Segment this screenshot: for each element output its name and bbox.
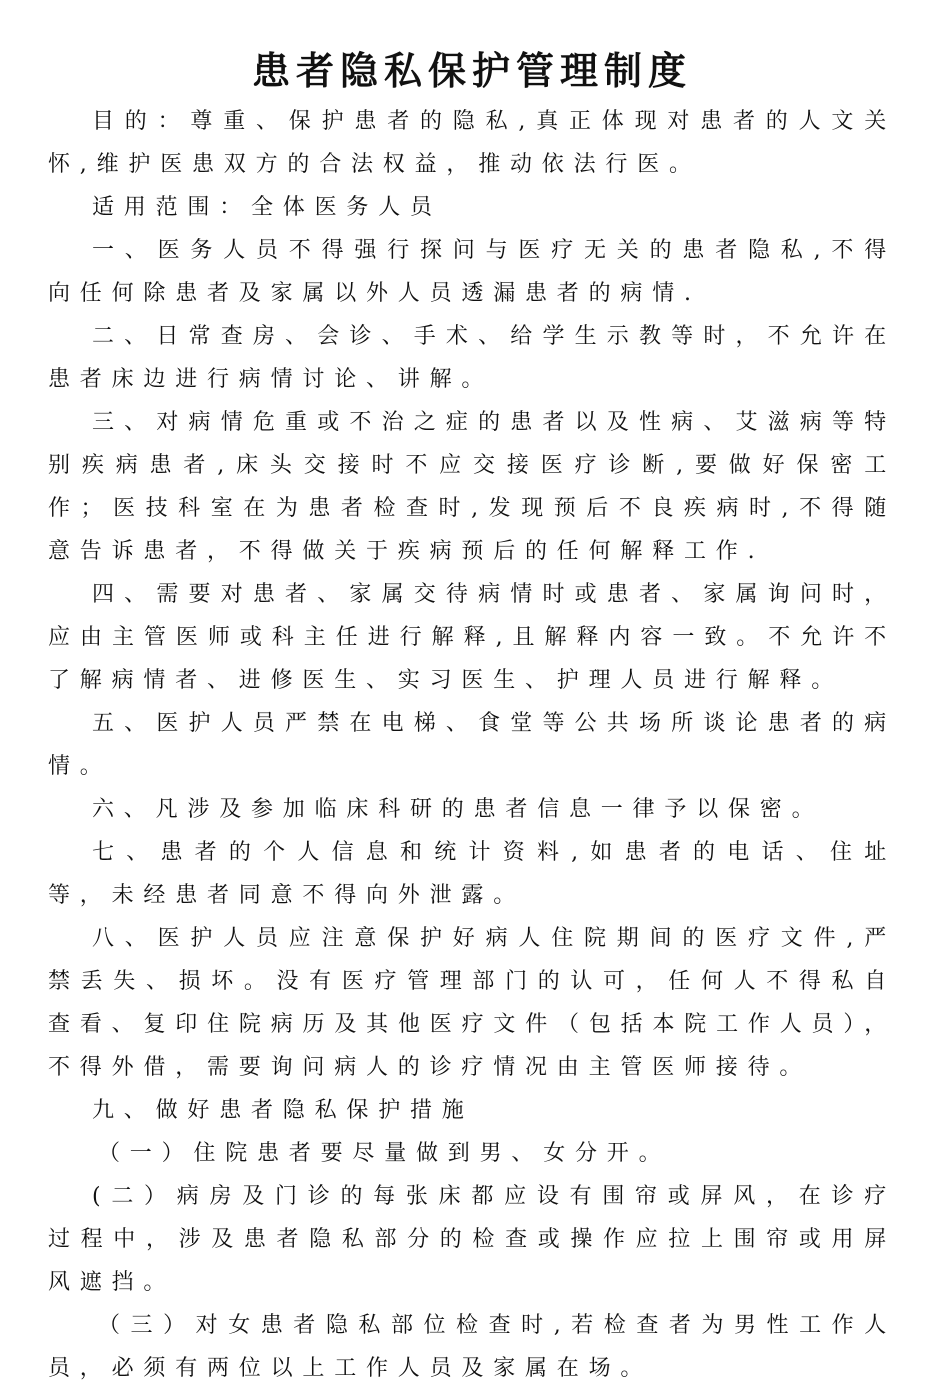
document-page bbox=[48, 44, 896, 1390]
paragraph-rule-6: 六、凡涉及参加临床科研的患者信息一律予以保密。 bbox=[92, 797, 824, 822]
paragraph-rule-7: 七、患者的个人信息和统计资料,如患者的电话、住址等，未经患者同意不得向外泄露。 bbox=[48, 840, 896, 908]
paragraph-rule-5: 五、医护人员严禁在电梯、食堂等公共场所谈论患者的病情。 bbox=[48, 711, 896, 779]
paragraph-rule-2: 二、日常查房、会诊、手术、给学生示教等时，不允许在患者床边进行病情讨论、讲解。 bbox=[48, 324, 896, 392]
document-title: 患者隐私保护管理制度 bbox=[251, 48, 692, 93]
paragraph-rule-3: 三、对病情危重或不治之症的患者以及性病、艾滋病等特别疾病患者,床头交接时不应交接医疗诊断,要做好保密工作；医技科室在为患者检查时,发现预后不良疾病时,不得随意告诉患者，不得做关于疾病预后的任何解释工作. bbox=[48, 410, 896, 564]
paragraph-measure-1: （一）住院患者要尽量做到男、女分开。 bbox=[98, 1141, 671, 1166]
paragraph-rule-8: 八、医护人员应注意保护好病人住院期间的医疗文件,严禁丢失、损坏。没有医疗管理部门的认可，任何人不得私自查看、复印住院病历及其他医疗文件（包括本院工作人员），不得外借，需要询问病人的诊疗情况由主管医师接待。 bbox=[48, 926, 896, 1080]
paragraph-measure-2: (二）病房及门诊的每张床都应设有围帘或屏风，在诊疗过程中，涉及患者隐私部分的检查或操作应拉上围帘或用屏风遮挡。 bbox=[48, 1184, 896, 1295]
paragraph-scope: 适用范围：全体医务人员 bbox=[92, 195, 442, 220]
paragraph-measure-3: （三）对女患者隐私部位检查时,若检查者为男性工作人员，必须有两位以上工作人员及家属在场。 bbox=[48, 1313, 896, 1381]
paragraph-purpose: 目的：尊重、保护患者的隐私,真正体现对患者的人文关怀,维护医患双方的合法权益，推动依法行医。 bbox=[48, 109, 896, 177]
paragraph-rule-4: 四、需要对患者、家属交待病情时或患者、家属询问时，应由主管医师或科主任进行解释,且解释内容一致。不允许不了解病情者、进修医生、实习医生、护理人员进行解释。 bbox=[48, 582, 896, 693]
paragraph-rule-9: 九、做好患者隐私保护措施 bbox=[92, 1098, 474, 1123]
paragraph-rule-1: 一、医务人员不得强行探问与医疗无关的患者隐私,不得向任何除患者及家属以外人员透漏患者的病情. bbox=[48, 238, 896, 306]
